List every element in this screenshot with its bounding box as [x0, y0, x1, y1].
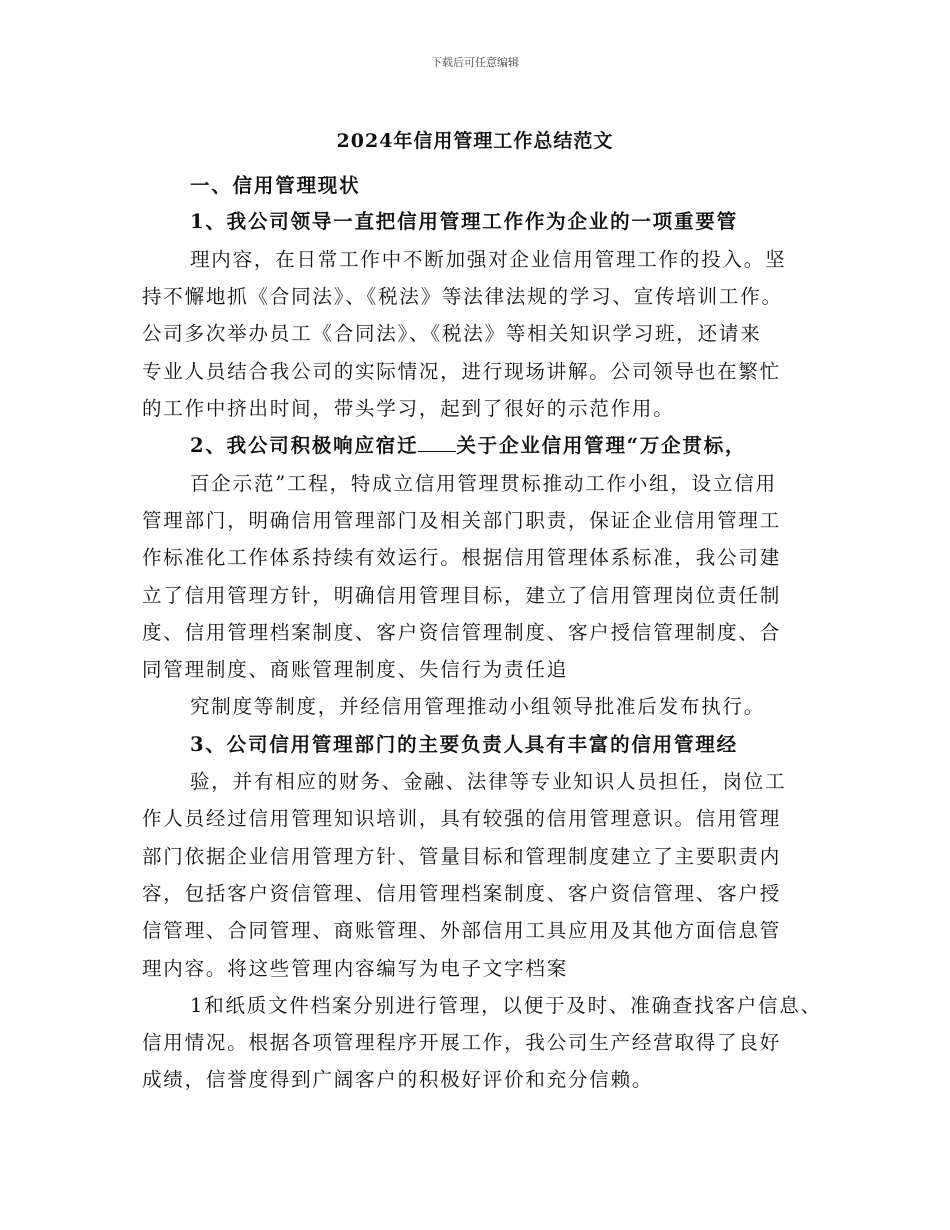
- paragraph-3-line: 信用情况。根据各项管理程序开展工作，我公司生产经营取得了良好: [142, 1031, 782, 1054]
- paragraph-3-line: 成绩，信誉度得到广阔客户的积极好评价和充分信赖。: [142, 1068, 654, 1091]
- paragraph-2-line: 同管理制度、商账管理制度、失信行为责任追: [142, 658, 569, 681]
- paragraph-2-line: 百企示范”工程，特成立信用管理贯标推动工作小组，设立信用: [190, 472, 777, 495]
- paragraph-3-line: 容，包括客户资信管理、信用管理档案制度、客户资信管理、客户授: [142, 882, 782, 905]
- paragraph-2-line: 究制度等制度，并经信用管理推动小组领导批准后发布执行。: [190, 695, 766, 718]
- paragraph-1-line: 专业人员结合我公司的实际情况，进行现场讲解。公司领导也在繁忙: [142, 360, 782, 383]
- paragraph-1-line: 的工作中挤出时间，带头学习，起到了很好的示范作用。: [142, 397, 675, 420]
- paragraph-2-heading-start: 2、我公司积极响应宿迁: [190, 434, 419, 457]
- paragraph-3-line: 作人员经过信用管理知识培训，具有较强的信用管理意识。信用管理: [142, 807, 782, 830]
- paragraph-2-line: 管理部门，明确信用管理部门及相关部门职责，保证企业信用管理工: [142, 509, 782, 532]
- paragraph-1-line: 理内容，在日常工作中不断加强对企业信用管理工作的投入。坚: [190, 248, 787, 271]
- paragraph-1-heading: 1、我公司领导一直把信用管理工作作为企业的一项重要管: [190, 210, 738, 233]
- document-title: 2024年信用管理工作总结范文: [336, 130, 614, 152]
- paragraph-2-heading: [190, 432, 870, 460]
- page-header-note: 下载后可任意编辑: [431, 56, 519, 69]
- paragraph-2-line: 立了信用管理方针，明确信用管理目标，建立了信用管理岗位责任制: [142, 584, 782, 607]
- paragraph-3-line: 1和纸质文件档案分别进行管理，以便于及时、准确查找客户信息、: [190, 994, 822, 1017]
- section-heading: 一、信用管理现状: [190, 174, 361, 197]
- paragraph-2-line: 作标准化工作体系持续有效运行。根据信用管理体系标准，我公司建: [142, 546, 782, 569]
- paragraph-1-line: 公司多次举办员工《合同法》、《税法》等相关知识学习班，还请来: [142, 322, 762, 345]
- paragraph-1-line: 持不懈地抓《合同法》、《税法》等法律法规的学习、宣传培训工作。: [142, 285, 783, 308]
- paragraph-3-line: 信管理、合同管理、商账管理、外部信用工具应用及其他方面信息管: [142, 919, 782, 942]
- paragraph-2-line: 度、信用管理档案制度、客户资信管理制度、客户授信管理制度、合: [142, 621, 782, 644]
- paragraph-3-line: 理内容。将这些管理内容编写为电子文字档案: [142, 957, 569, 980]
- paragraph-3-line: 验，并有相应的财务、金融、法律等专业知识人员担任，岗位工: [190, 770, 787, 793]
- fill-in-blank: [418, 433, 456, 452]
- paragraph-3-line: 部门依据企业信用管理方针、管量目标和管理制度建立了主要职责内: [142, 845, 782, 868]
- paragraph-2-heading-end: 关于企业信用管理“万企贯标，: [456, 434, 747, 457]
- paragraph-3-heading: 3、公司信用管理部门的主要负责人具有丰富的信用管理经: [190, 733, 738, 756]
